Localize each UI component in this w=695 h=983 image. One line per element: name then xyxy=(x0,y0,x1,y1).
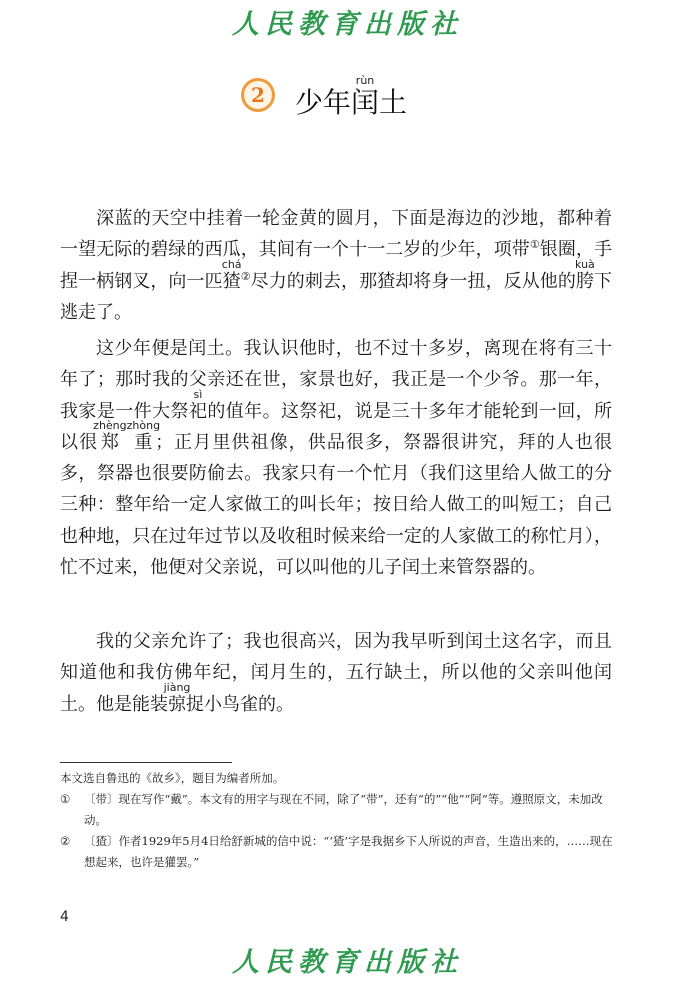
text: 这少年便是闰土。我认识他时，也不过十多岁，离现在将有三十年了；那时我的父亲还在世，家景也好，我正是一个少爷。那一年，我家是一件大祭 xyxy=(60,338,612,422)
footnotes xyxy=(60,768,620,873)
page-number: 4 xyxy=(60,909,69,925)
pinyin: chá xyxy=(221,257,242,271)
title-char: 年 xyxy=(323,86,352,119)
text: 下逃走了。 xyxy=(60,270,612,323)
char: 胯 xyxy=(575,270,595,292)
text: ；正月里供祖像，供品很多，祭器很讲究，拜的人也很多，祭器也很要防偷去。我家只有一个忙月（我们这里给人做工的分三种：整年给一定人家做工的叫长年；按日给人做工的叫短工；自己也种地，只在过年过节以及收租时候来给一定的人家做工的称忙月），忙不过来，他便对父亲说，可以叫他的儿子闰土来管祭器的。 xyxy=(60,431,613,579)
text: 银圈，手捏一柄钢叉，向一匹 xyxy=(60,239,612,292)
pinyin: rùn xyxy=(351,74,380,87)
title-char: 土 xyxy=(379,86,408,119)
footnote-2 xyxy=(60,831,620,873)
publisher-header: 人民教育出版社 xyxy=(232,9,463,40)
title-char: 闰 xyxy=(351,86,380,119)
footnote-text: 〔带〕现在写作“戴”。本文有的用字与现在不同，除了“带”，还有“的”“他”“阿”等。遵照原文，未加改动。 xyxy=(84,792,603,827)
pinyin: kuà xyxy=(575,257,595,271)
source-note: 本文选自鲁迅的《故乡》，题目为编者所加。 xyxy=(60,771,285,785)
footnote-number: ① xyxy=(60,792,71,806)
title-char: 少 xyxy=(295,86,324,119)
lesson-title-row xyxy=(241,70,407,120)
paragraph-1 xyxy=(60,203,612,328)
char: 郑 xyxy=(93,431,127,453)
text: 捉小鸟雀的。 xyxy=(186,693,294,715)
footnote-number: ② xyxy=(60,834,71,848)
footnote-divider xyxy=(60,762,232,763)
pinyin: zhèng xyxy=(93,418,127,432)
footnote-1 xyxy=(60,789,620,831)
paragraph-2 xyxy=(60,333,612,583)
text: 的值年。这祭祀，说是三十多年才能轮到一回，所以很 xyxy=(60,400,613,453)
footnote-text: 〔猹〕作者1929年5月4日给舒新城的信中说：“‘猹’字是我据乡下人所说的声音，生造出来的，……现在想起来，也许是獾罢。” xyxy=(84,834,613,869)
annotated-char xyxy=(575,257,595,292)
paragraph-3 xyxy=(60,626,612,720)
annotated-char xyxy=(188,387,208,422)
footnote-ref-2[interactable]: ② xyxy=(240,269,251,283)
text: 我的父亲允许了；我也很高兴，因为我早听到闰土这名字，而且知道他和我仿佛年纪，闰月生的，五行缺土，所以他的父亲叫他闰土。他是能装 xyxy=(60,631,612,715)
pinyin: zhòng xyxy=(126,418,161,432)
pinyin: sì xyxy=(188,387,207,401)
char: 重 xyxy=(126,431,161,453)
text: 尽力的刺去，那猹却将身一扭，反从他的 xyxy=(250,270,576,292)
annotated-char xyxy=(126,418,161,453)
annotated-char xyxy=(93,418,127,453)
annotated-char xyxy=(163,680,191,715)
footnote-ref-1[interactable]: ① xyxy=(529,238,540,252)
lesson-number-badge xyxy=(241,78,275,112)
title-char-ruby xyxy=(351,74,380,119)
char: 祀 xyxy=(188,400,208,422)
pinyin: jiàng xyxy=(163,680,191,694)
lesson-number: 2 xyxy=(244,81,272,109)
text: 深蓝的天空中挂着一轮金黄的圆月，下面是海边的沙地，都种着一望无际的碧绿的西瓜，其间有一个十一二岁的少年，项带 xyxy=(60,208,612,261)
char: 弶 xyxy=(163,693,191,715)
lesson-title xyxy=(295,75,407,121)
annotated-char xyxy=(221,257,242,292)
char: 猹 xyxy=(221,270,242,292)
publisher-footer: 人民教育出版社 xyxy=(232,947,463,978)
